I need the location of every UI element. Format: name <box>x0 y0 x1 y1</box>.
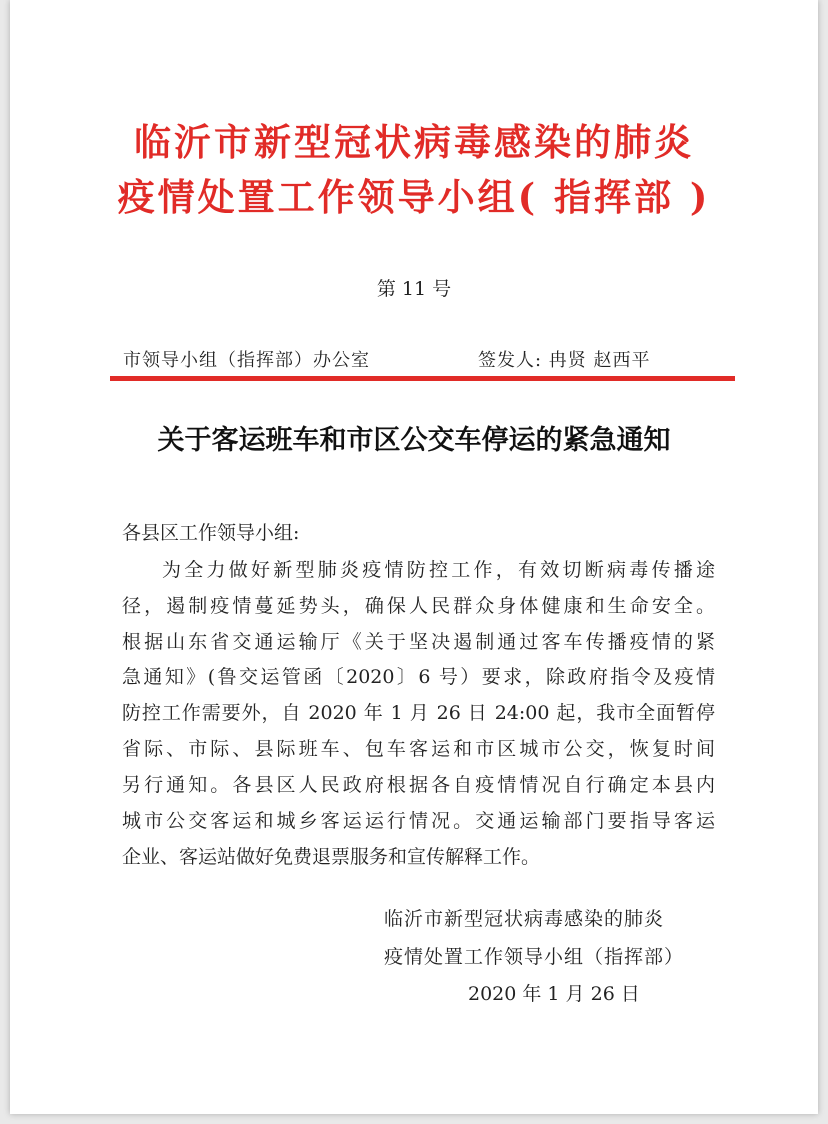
body-line: 防控工作需要外，自 2020 年 1 月 26 日 24:00 起，我市全面暂停 <box>122 702 715 724</box>
red-divider <box>110 376 735 381</box>
body-line: 企业、客运站做好免费退票服务和宣传解释工作。 <box>122 846 541 868</box>
body-line: 省际、市际、县际班车、包车客运和市区城市公交，恢复时间 <box>122 738 715 760</box>
signature-date: 2020 年 1 月 26 日 <box>468 983 640 1005</box>
document-number: 第 11 号 <box>376 278 452 300</box>
signature-line-2: 疫情处置工作领导小组（指挥部） <box>384 946 685 968</box>
body-line: 径，遏制疫情蔓延势头，确保人民群众身体健康和生命安全。 <box>122 595 715 617</box>
signature-line-1: 临沂市新型冠状病毒感染的肺炎 <box>384 908 665 930</box>
issuing-office: 市领导小组（指挥部）办公室 <box>123 350 370 371</box>
notice-title: 关于客运班车和市区公交车停运的紧急通知 <box>157 425 671 456</box>
body-line: 急通知》(鲁交运管函〔2020〕6 号）要求，除政府指令及疫情 <box>122 666 715 688</box>
body-line: 根据山东省交通运输厅《关于坚决遏制通过客车传播疫情的紧 <box>122 631 715 653</box>
body-line: 为全力做好新型肺炎疫情防控工作，有效切断病毒传播途 <box>162 559 715 581</box>
salutation: 各县区工作领导小组: <box>122 522 300 544</box>
red-header-line-1: 临沂市新型冠状病毒感染的肺炎 <box>134 120 694 164</box>
body-line: 另行通知。各县区人民政府根据各自疫情情况自行确定本县内 <box>122 774 715 796</box>
red-header-line-2: 疫情处置工作领导小组( 指挥部 ) <box>117 175 711 219</box>
signer: 签发人: 冉贤 赵西平 <box>478 350 651 371</box>
body-line: 城市公交客运和城乡客运运行情况。交通运输部门要指导客运 <box>122 810 715 832</box>
document-page <box>10 0 818 1114</box>
